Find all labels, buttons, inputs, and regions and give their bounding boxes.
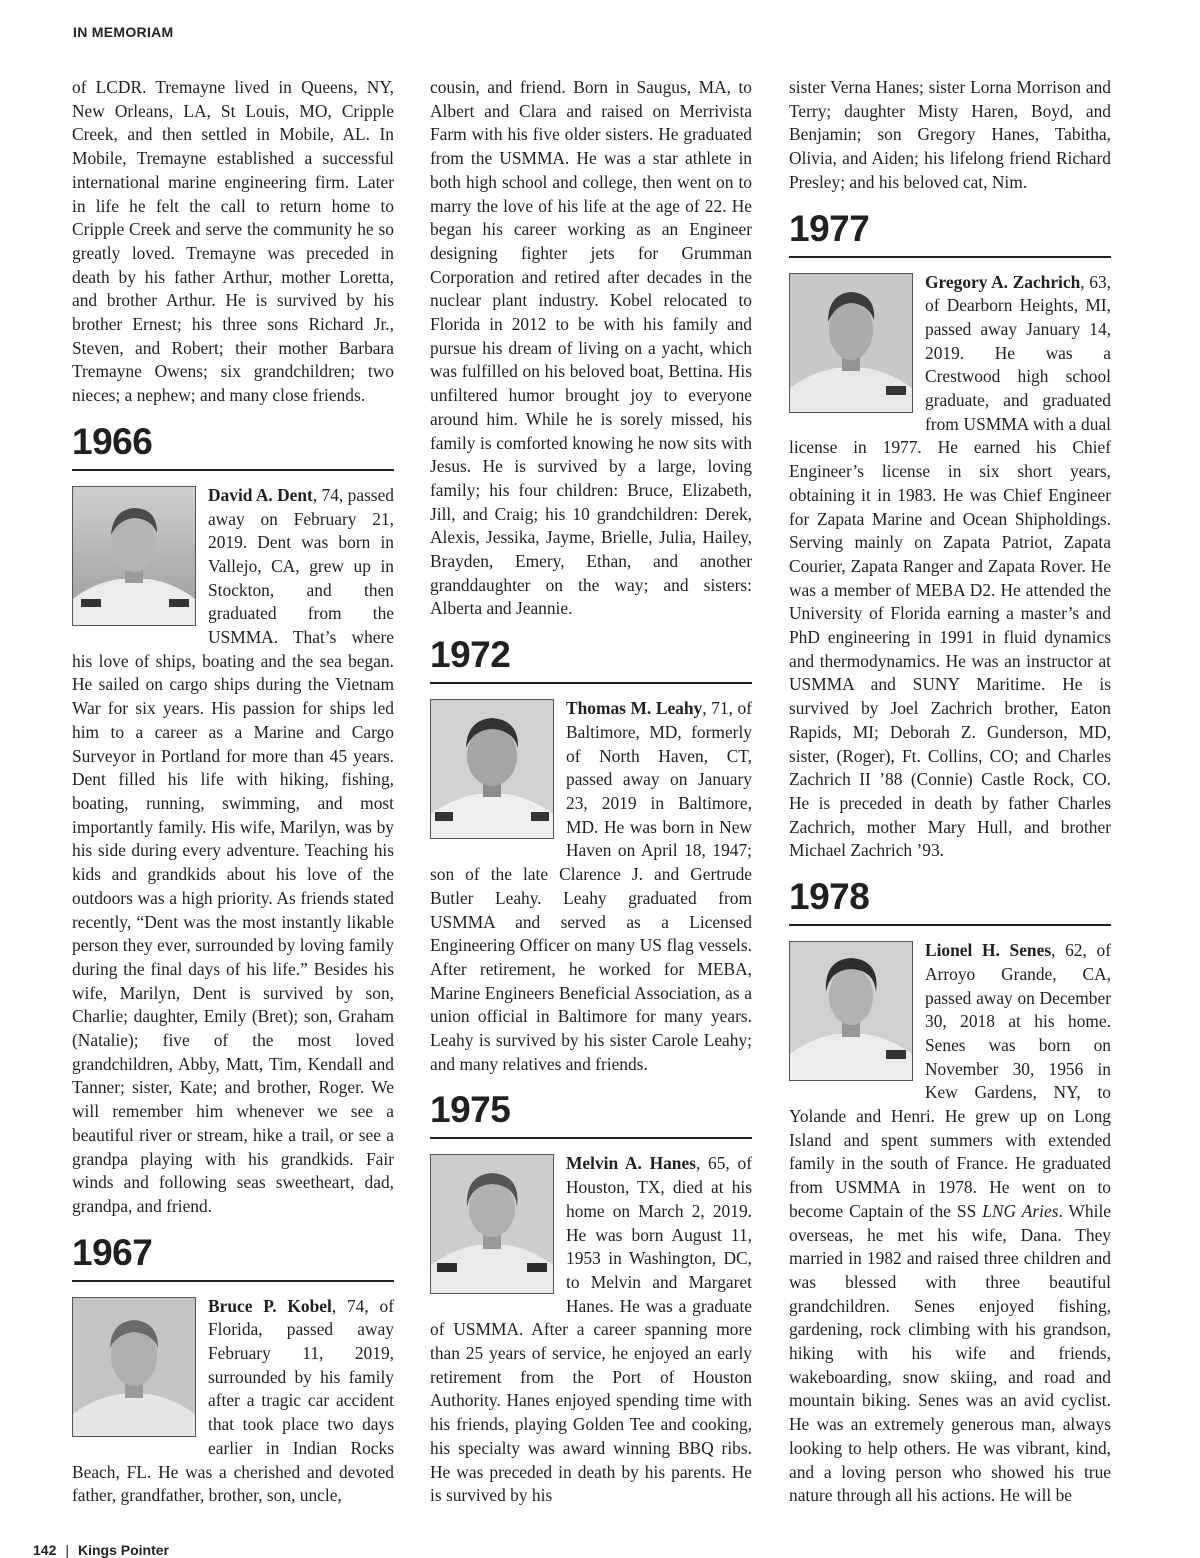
- tremayne-continuation: of LCDR. Tremayne lived in Queens, NY, New Orleans, LA, St Louis, MO, Cripple Creek, and then settled in Mobile, AL. In Mobile, Tremayne established a successful international marine engineering firm. Later in life he felt the call to return home to Cripple Creek and serve the community he so greatly loved. Tremayne was preceded in death by his father Arthur, mother Loretta, and brother Arthur. He is survived by his brother Ernest; his three sons Richard Jr., Steven, and Robert; their mother Barbara Tremayne Owens; six grandchildren; two nieces; a nephew; and many close friends.: [72, 77, 394, 406]
- portrait-image: [790, 274, 912, 412]
- portrait-image: [73, 487, 195, 625]
- column-1: [72, 76, 394, 1508]
- column-2: [430, 76, 752, 1508]
- portrait-photo-leahy: [430, 699, 554, 839]
- obituary-text: , 63, of Dearborn Heights, MI, passed away January 14, 2019. He was a Crestwood high school graduate, and graduated from USMMA with a dual license in 1977. He earned his Chief Engineer’s license in six short years, obtaining it in 1983. He was Chief Engineer for Zapata Marine and Ocean Shipholdings. Serving mainly on Zapata Patriot, Zapata Courier, Zapata Ranger and Zapata Rover. He was a member of MEBA D2. He attended the University of Florida earning a master’s and PhD engineering in 1991 in fluid dynamics and thermodynamics. He was an instructor at USMMA and SUNY Maritime. He is survived by Joel Zachrich brother, Eaton Rapids, MI; Deborah Z. Gunderson, MD, sister, (Roger), Ft. Collins, CO; and Charles Zachrich II ’88 (Connie) Castle Rock, CO. He is preceded in death by father Charles Zachrich, mother Mary Hull, and brother Michael Zachrich ’93.: [789, 271, 1111, 861]
- year-heading-1972: 1972: [430, 621, 752, 684]
- kobel-continuation: cousin, and friend. Born in Saugus, MA, to Albert and Clara and raised on Merrivista Farm with his five older sisters. He graduated from the USMMA. He was a star athlete in both high school and college, then went on to marry the love of his life at the age of 22. He began his career working as an Engineer designing fighter jets for Grumman Corporation and retired after decades in the nuclear plant industry. Kobel relocated to Florida in 2012 to be with his family and pursue his dream of living on a yacht, which was fulfilled on his beloved boat, Bettina. His unfiltered humor brought joy to everyone around him. While he is sorely missed, his family is comforted knowing he now sits with Jesus. He is survived by a large, loving family; his four children: Bruce, Elizabeth, Jill, and Craig; his 10 grandchildren: Derek, Alexis, Jessika, Jayme, Brielle, Julia, Hailey, Brayden, Emery, Ethan, and another granddaughter on the way; and sisters: Alberta and Jeannie.: [430, 77, 752, 619]
- portrait-photo-hanes: [430, 1154, 554, 1294]
- year-heading-1967: 1967: [72, 1219, 394, 1282]
- deceased-name: Bruce P. Kobel: [208, 1295, 332, 1316]
- page-number: 142: [33, 1542, 57, 1558]
- obituary-text: , 74, passed away on February 21, 2019. Dent was born in Vallejo, CA, grew up in Stockton, and then graduated from the USMMA. That’s where his love of ships, boating and the sea began. He sailed on cargo ships during the Vietnam War for six years. His passion for ships led him to a career as a Marine and Cargo Surveyor in Portland for more than 45 years. Dent filled his life with hiking, fishing, boating, running, swimming, and most importantly family. His wife, Marilyn, was by his side during every adventure. Teaching his kids and grandkids about his love of the outdoors was a high priority. As friends stated recently, “Dent was the most instantly likable person they ever, surrounded by loving family during the final days of his life.” Besides his wife, Marilyn, Dent is survived by son, Charlie; daughter, Emily (Bret); son, Graham (Natalie); five of the most loved grandchildren, Abby, Matt, Tim, Kendall and Tanner; sister, Kate; and brother, Roger. We will remember him whenever we see a beautiful river or stream, hike a trail, or see a grandpa playing with his grandkids. Fair winds and following seas sweetheart, dad, grandpa, and friend.: [72, 484, 394, 1216]
- obituary-text: , 65, of Houston, TX, died at his home on March 2, 2019. He was born August 11, 1953 in Washington, DC, to Melvin and Margaret Hanes. He was a graduate of USMMA. After a career spanning more than 25 years of service, he enjoyed an early retirement from the Port of Houston Authority. Hanes enjoyed spending time with his friends, playing Golden Tee and cooking, his specialty was award winning BBQ ribs. He was preceded in death by his parents. He is survived by his: [430, 1153, 752, 1506]
- deceased-name: Lionel H. Senes: [925, 940, 1052, 961]
- deceased-name: Melvin A. Hanes: [566, 1153, 696, 1174]
- portrait-image: [790, 942, 912, 1080]
- year-heading-1978: 1978: [789, 863, 1111, 926]
- portrait-image: [431, 1155, 553, 1293]
- footer-separator: |: [65, 1542, 69, 1558]
- deceased-name: Gregory A. Zachrich: [925, 271, 1081, 292]
- obituary-text: . While overseas, he met his wife, Dana. They married in 1982 and raised three children and was blessed with three beautiful grandchildren. Senes enjoyed fishing, gardening, rock climbing with his grandson, hiking with his wife and friends, wakeboarding, snow skiing, and road and mountain biking. Senes was an avid cyclist. He was an extremely generous man, always looking to help others. He was vibrant, kind, and a loving person who showed his true nature through all his actions. He will be: [789, 1200, 1112, 1506]
- obituary-text: , 62, of Arroyo Grande, CA, passed away on December 30, 2018 at his home. Senes was born on November 30, 1956 in Kew Gardens, NY, to Yolande and Henri. He grew up on Long Island and spent summers with extended family in the south of France. He graduated from USMMA in 1978. He went on to become Captain of the SS: [789, 940, 1111, 1221]
- year-heading-1966: 1966: [72, 408, 394, 471]
- portrait-photo-kobel: [72, 1297, 196, 1437]
- ship-name: LNG Aries: [982, 1200, 1059, 1221]
- portrait-image: [73, 1298, 195, 1436]
- year-heading-1977: 1977: [789, 195, 1111, 258]
- year-heading-1975: 1975: [430, 1076, 752, 1139]
- obituary-text: , 74, of Florida, passed away February 11, 2019, surrounded by his family after a tragic car accident that took place two days earlier in Indian Rocks Beach, FL. He was a cherished and devoted father, grandfather, brother, son, uncle,: [72, 1295, 394, 1506]
- page-footer: [33, 1542, 169, 1558]
- column-3: [789, 76, 1111, 1508]
- publication-name: Kings Pointer: [78, 1542, 170, 1558]
- hanes-continuation: sister Verna Hanes; sister Lorna Morrison and Terry; daughter Misty Haren, Boyd, and Benjamin; son Gregory Hanes, Tabitha, Olivia, and Aiden; his lifelong friend Richard Presley; and his beloved cat, Nim.: [789, 77, 1111, 192]
- deceased-name: Thomas M. Leahy: [566, 698, 703, 719]
- portrait-photo-zachrich: [789, 273, 913, 413]
- section-header: IN MEMORIAM: [73, 24, 174, 40]
- portrait-photo-dent: [72, 486, 196, 626]
- deceased-name: David A. Dent: [208, 484, 313, 505]
- portrait-photo-senes: [789, 941, 913, 1081]
- obituary-text: , 71, of Baltimore, MD, formerly of North Haven, CT, passed away on January 23, 2019 in Baltimore, MD. He was born in New Haven on April 18, 1947; son of the late Clarence J. and Gertrude Butler Leahy. Leahy graduated from USMMA and served as a Licensed Engineering Officer on many US flag vessels. After retirement, he worked for MEBA, Marine Engineers Beneficial Association, as a union official in Baltimore for many years. Leahy is survived by his sister Carole Leahy; and many relatives and friends.: [430, 698, 752, 1074]
- portrait-image: [431, 700, 553, 838]
